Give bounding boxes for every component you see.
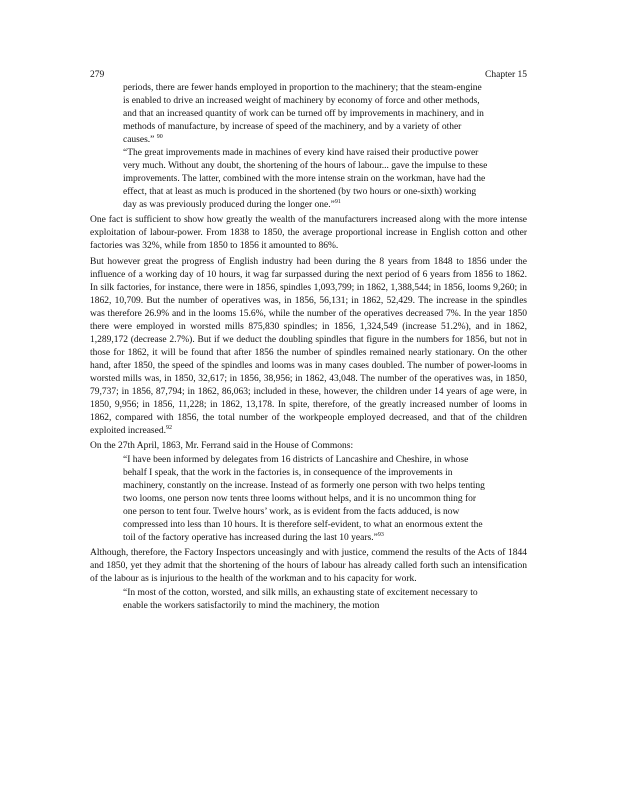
chapter-label: Chapter 15	[485, 70, 527, 80]
block-quote	[123, 82, 488, 147]
block-quote	[123, 147, 488, 212]
paragraph-text: One fact is sufficient to show how greatly the wealth of the manufacturers increased along with the more intense exploitation of labour-power. From 1838 to 1850, the average proportional increase in English cotton and other factories was 32%, while from 1850 to 1856 it amounted to 86%.	[90, 215, 527, 251]
quote-text: “I have been informed by delegates from 16 districts of Lancashire and Cheshire, in whose behalf I speak, that the work in the factories is, in consequence of the improvements in machinery, constantly on the increase. Instead of as formerly one person with two helps tenting two looms, one person now tents three looms without helps, and it is no uncommon thing for one person to tent four. Twelve hours’ work, as is evident from the facts adduced, is now compressed into less than 10 hours. It is therefore self-evident, to what an enormous extent the toil of the factory operative has increased during the last 10 years.”	[123, 455, 485, 543]
paragraph-text: On the 27th April, 1863, Mr. Ferrand said in the House of Commons:	[90, 441, 354, 451]
block-quote	[123, 587, 488, 613]
body-paragraph	[90, 214, 527, 253]
paragraph-text: But however great the progress of English industry had been during the 8 years from 1848 to 1856 under the influence of a working day of 10 hours, it wag far surpassed during the next period of 6 years from 1856 to 1862. In silk factories, for instance, there were in 1856, spindles 1,093,799; in 1862, 1,388,544; in 1856, looms 9,260; in 1862, 10,709. But the number of operatives was, in 1856, 56,131; in 1862, 52,429. The increase in the spindles was therefore 26.9% and in the looms 15.6%, while the number of the operatives decreased 7%. In the year 1850 there were employed in worsted mills 875,830 spindles; in 1856, 1,324,549 (increase 51.2%), and in 1862, 1,289,172 (decrease 2.7%). But if we deduct the doubling spindles that figure in the numbers for 1856, but not in those for 1862, it will be found that after 1856 the number of spindles remained nearly stationary. On the other hand, after 1850, the speed of the spindles and looms was in many cases doubled. The number of power-looms in worsted mills was, in 1850, 32,617; in 1856, 38,956; in 1862, 43,048. The number of the operatives was, in 1850, 79,737; in 1856, 87,794; in 1862, 86,063; included in these, however, the children under 14 years of age were, in 1850, 9,956; in 1856, 11,228; in 1862, 13,178. In spite, therefore, of the greatly increased number of looms in 1862, compared with 1856, the total number of the workpeople employed decreased, and that of the children exploited increased.	[90, 257, 527, 436]
quote-text: periods, there are fewer hands employed in proportion to the machinery; that the steam-engine is enabled to drive an increased weight of machinery by economy of force and other methods, and that an increased quantity of work can be turned off by improvements in machinery, and in methods of manufacture, by increase of speed of the machinery, and by a variety of other causes.”	[123, 83, 484, 145]
body-paragraph	[90, 440, 527, 453]
quote-text: “The great improvements made in machines of every kind have raised their productive power very much. Without any doubt, the shortening of the hours of labour... gave the impulse to these improvements. The latter, combined with the more intense strain on the workman, have had the effect, that at least as much is produced in the shortened (by two hours or one-sixth) working day as was previously produced during the longer one.”	[123, 148, 488, 210]
paragraph-text: Although, therefore, the Factory Inspectors unceasingly and with justice, commend the results of the Acts of 1844 and 1850, yet they admit that the shortening of the hours of labour has already called forth such an intensification of the labour as is injurious to the health of the workman and to his capacity for work.	[90, 548, 527, 584]
footnote-ref[interactable]: 92	[165, 425, 172, 431]
body-paragraph	[90, 256, 527, 438]
page-number: 279	[90, 70, 105, 80]
footnote-ref[interactable]: 93	[377, 532, 384, 538]
block-quote	[123, 454, 488, 545]
running-header	[90, 70, 527, 80]
footnote-ref[interactable]: 90	[156, 134, 163, 140]
page-body	[90, 82, 527, 613]
quote-text: “In most of the cotton, worsted, and silk mills, an exhausting state of excitement necessary to enable the workers satisfactorily to mind the machinery, the motion	[123, 588, 478, 611]
body-paragraph	[90, 547, 527, 586]
footnote-ref[interactable]: 91	[334, 199, 341, 205]
